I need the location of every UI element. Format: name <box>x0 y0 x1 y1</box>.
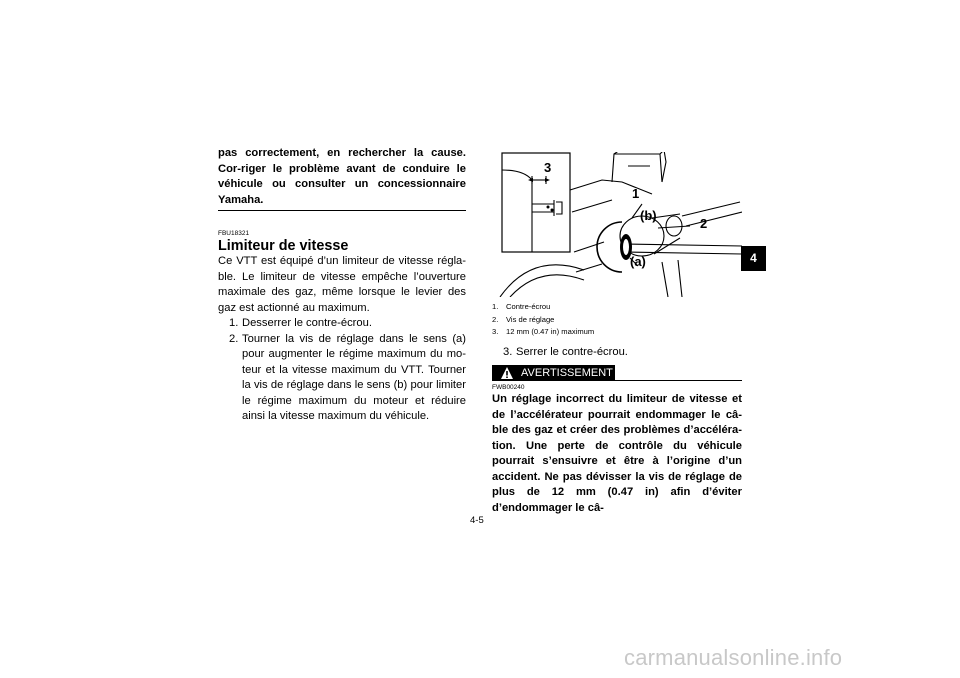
caption-item <box>492 326 742 339</box>
steps-list <box>218 316 466 425</box>
warning-text: Un réglage incorrect du limiteur de vitesse et de l’accélérateur pourrait endommager le câ-ble des gaz et créer des problèmes d’accéléra-tion. Une perte de contrôle du véhicule pourrait s’ensuivre et être à l’origine d’un accident. Ne pas dévisser la vis de réglage de plus de 12 mm (0.47 in) afin d’éviter d’endommager le câ- <box>492 393 742 514</box>
figure-captions <box>492 301 742 339</box>
step-number: 3. <box>503 345 513 358</box>
caption-text: Contre-écrou <box>506 302 551 311</box>
throttle-stop-illustration <box>492 152 742 297</box>
warning-label <box>492 365 615 381</box>
caption-text: 12 mm (0.47 in) maximum <box>506 327 595 336</box>
caption-number: 1. <box>492 302 499 311</box>
warning-rule <box>615 380 742 381</box>
page-number: 4-5 <box>470 515 484 526</box>
warning-title: AVERTISSEMENT <box>521 367 613 379</box>
label-1: 1 <box>632 186 640 201</box>
section-code: FBU18321 <box>218 230 250 237</box>
right-column <box>492 152 742 516</box>
step-text: Tourner la vis de réglage dans le sens (a) pour augmenter le régime maximum du mo-teur et la vitesse maximum du VTT. Tourner la vis de réglage dans le sens (b) pour limiter le régime maximum du moteur et réduire ainsi la vitesse maximum du véhicule. <box>242 332 466 422</box>
intro-paragraph: Ce VTT est équipé d’un limiteur de vitesse régla-ble. Le limiteur de vitesse empêche l’ouverture maximale des gaz, même lorsque le levier des gaz est actionné au maximum. <box>218 255 466 314</box>
left-column <box>218 146 466 425</box>
caption-number: 2. <box>492 314 499 324</box>
chapter-tab: 4 <box>741 246 766 271</box>
caption-item <box>492 314 742 327</box>
label-a: (a) <box>630 254 646 269</box>
step-item <box>492 345 742 361</box>
warning-continuation: pas correctement, en rechercher la cause. Cor-riger le problème avant de conduire le véhicule ou consulter un concessionnaire Yamaha. <box>218 147 466 206</box>
step-text: Desserrer le contre-écrou. <box>242 317 372 329</box>
label-2: 2 <box>700 216 708 231</box>
warning-code: FWB00240 <box>492 384 525 391</box>
step-number: 2. <box>229 332 239 345</box>
caption-text: Vis de réglage <box>506 314 555 324</box>
illustration-svg <box>492 152 742 297</box>
step-item <box>218 332 466 425</box>
step-item <box>218 316 466 332</box>
step-number: 1. <box>229 317 239 329</box>
caption-number: 3. <box>492 327 499 336</box>
caption-item <box>492 301 742 314</box>
label-3: 3 <box>544 160 552 175</box>
warning-end-rule <box>218 210 466 211</box>
step-text: Serrer le contre-écrou. <box>516 345 628 358</box>
warning-triangle-icon <box>500 366 514 380</box>
label-b: (b) <box>640 208 657 223</box>
section-heading: Limiteur de vitesse <box>218 238 349 254</box>
watermark: carmanualsonline.info <box>624 645 843 670</box>
